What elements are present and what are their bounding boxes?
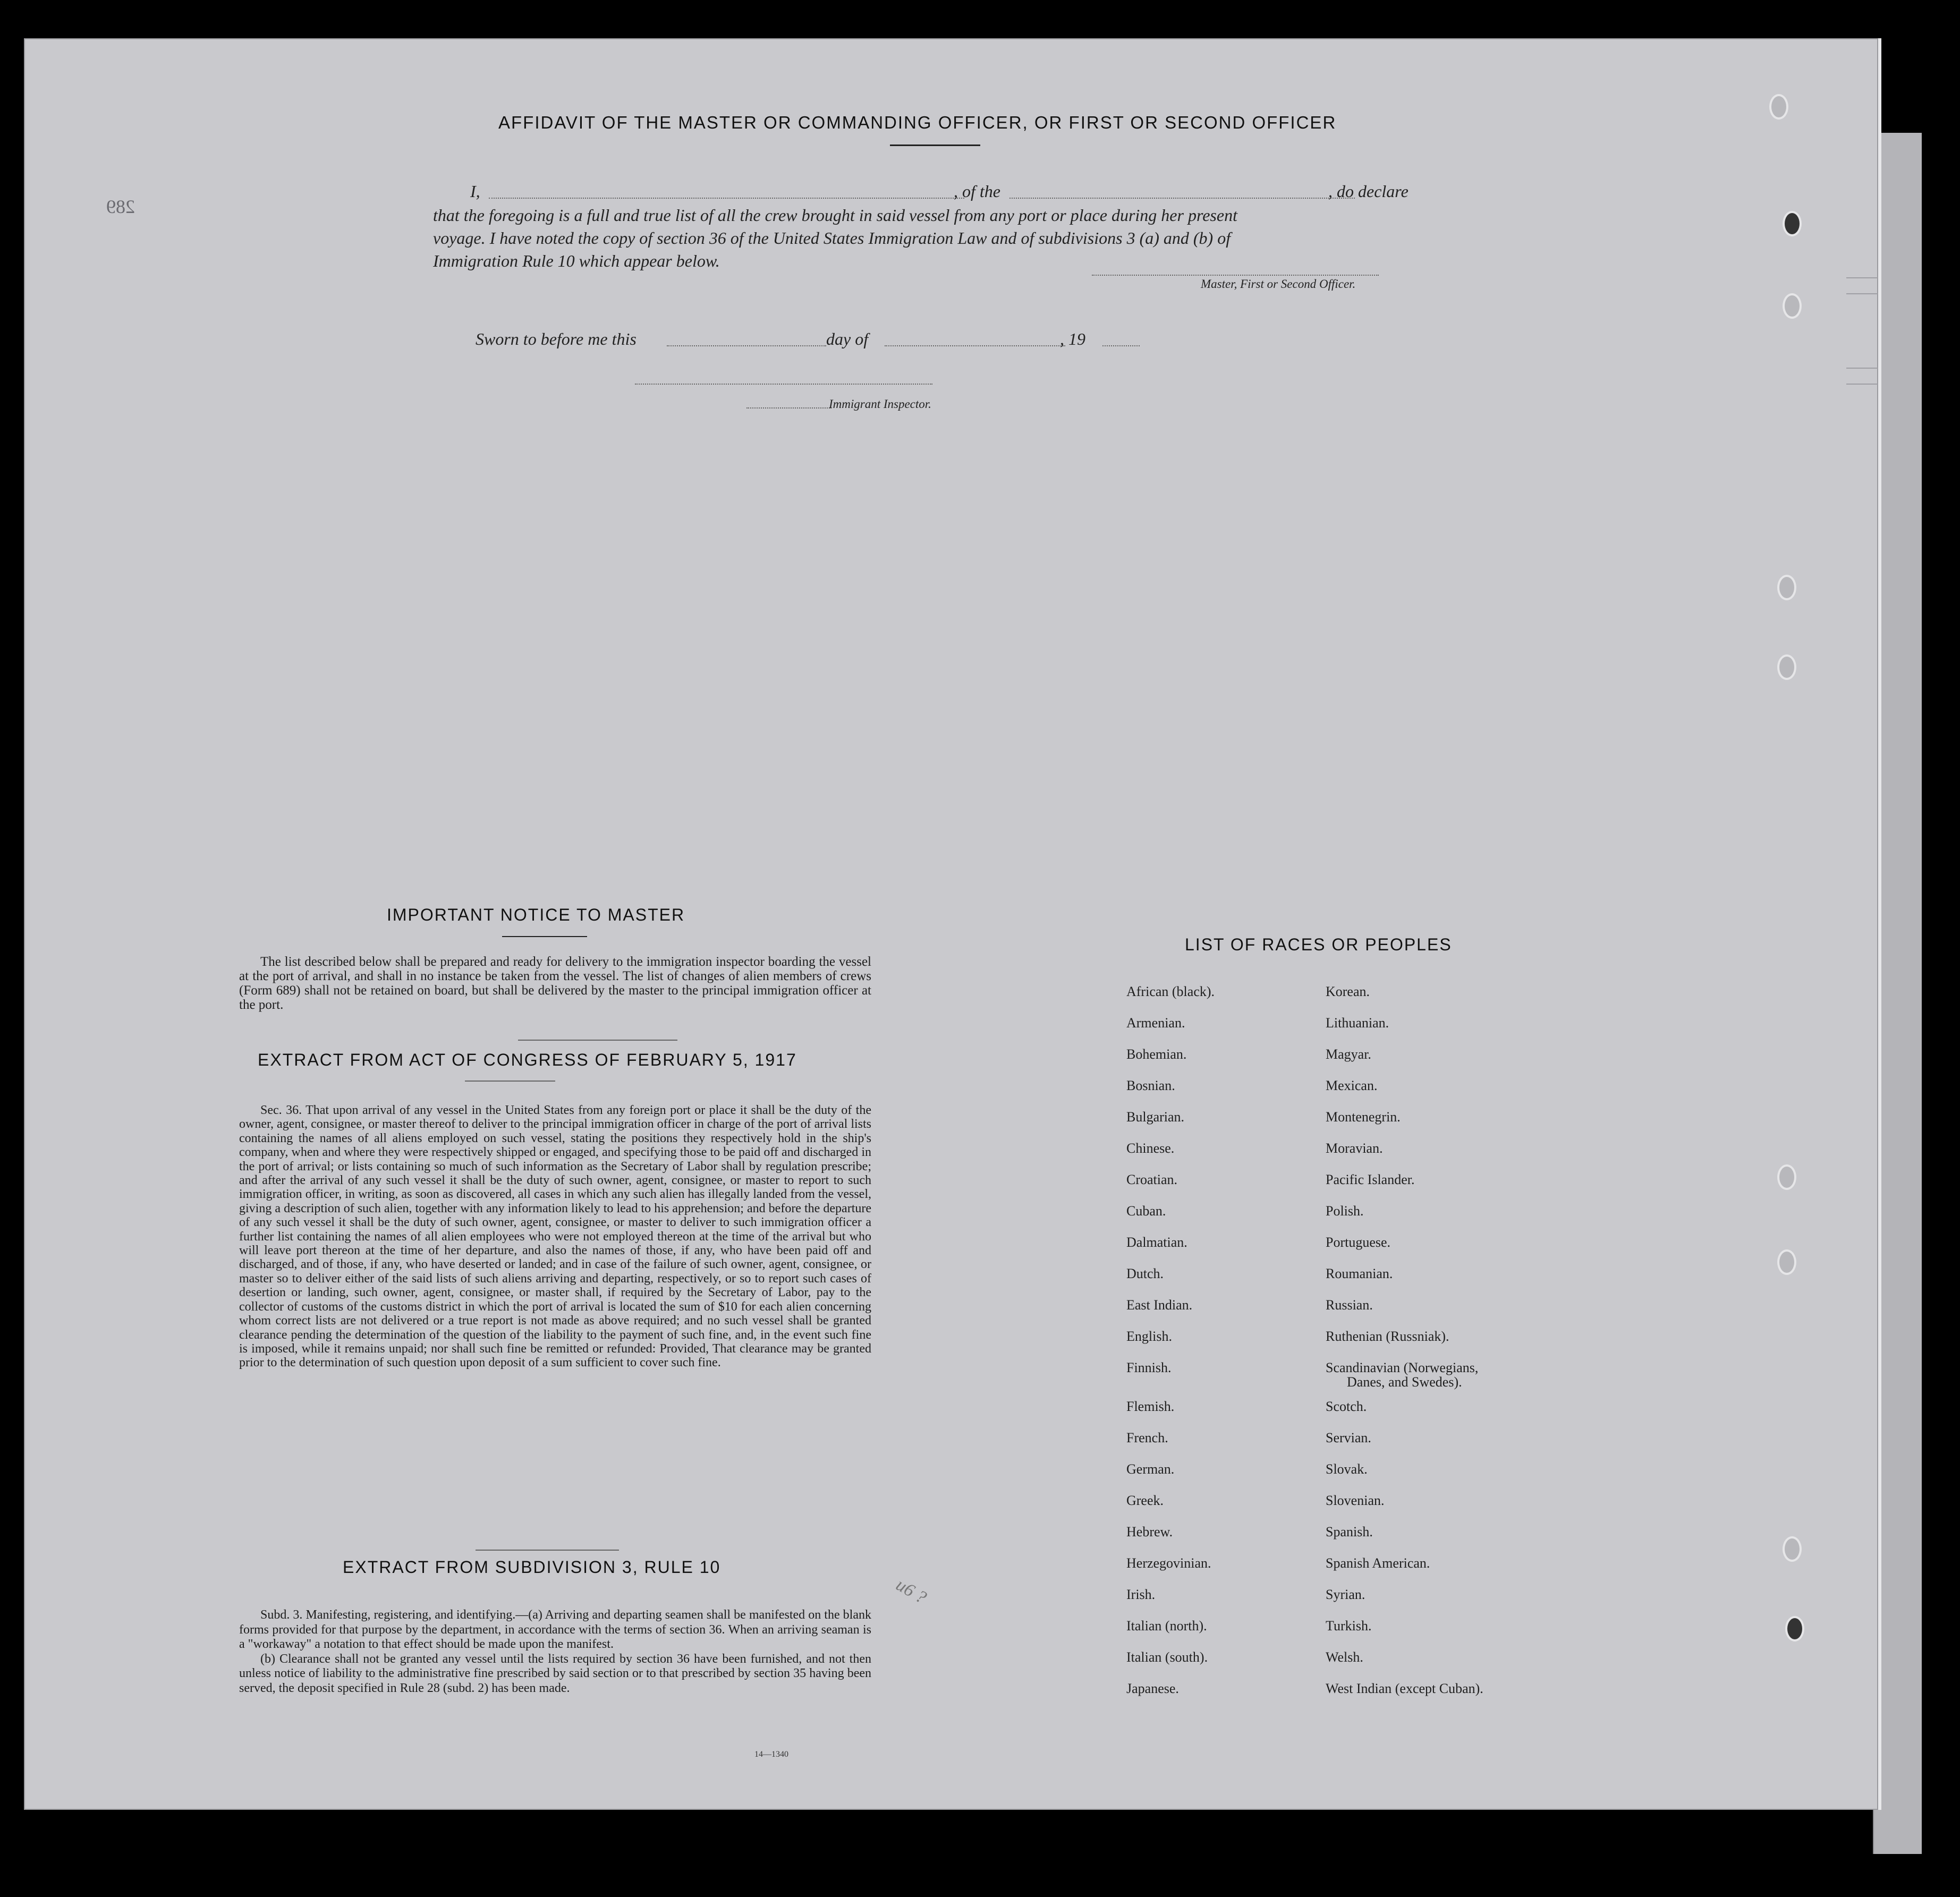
month-blank [885, 345, 1065, 346]
binder-hole [1769, 94, 1788, 120]
race-item: Croatian. [1126, 1172, 1178, 1187]
rule-para-a: Subd. 3. Manifesting, registering, and identifying.—(a) Arriving and departing seamen shall be manifested on the blank forms provided for that purpose by the department, in accordance with the terms of section 36. When an arriving seaman is a "workaway" a notation to that effect should be made upon the manifest. [239, 1608, 871, 1651]
binder-hole [1777, 654, 1796, 680]
race-item: Spanish American. [1326, 1555, 1430, 1571]
race-item: Korean. [1326, 984, 1370, 999]
rule-body [239, 1608, 871, 1696]
race-item: Bulgarian. [1126, 1109, 1185, 1125]
race-item: Magyar. [1326, 1047, 1371, 1062]
ruled-line [1846, 293, 1878, 294]
signature-label: Master, First or Second Officer. [1201, 277, 1356, 291]
race-item: Pacific Islander. [1326, 1172, 1415, 1187]
day-of-text: day of [826, 329, 869, 348]
notice-title: IMPORTANT NOTICE TO MASTER [387, 905, 685, 924]
notice-underline [502, 936, 587, 937]
binder-hole [1783, 293, 1802, 319]
year-blank [1102, 345, 1140, 346]
race-item: African (black). [1126, 984, 1215, 999]
affidavit-of-the: , of the [954, 182, 1000, 201]
title-underline [890, 144, 980, 146]
race-item: Italian (north). [1126, 1618, 1207, 1634]
race-item: English. [1126, 1329, 1172, 1344]
inspector-blank [635, 384, 932, 385]
notice-body [239, 955, 871, 1012]
ruled-line [1846, 368, 1878, 369]
race-item: Slovenian. [1326, 1493, 1385, 1508]
document-page [24, 38, 1881, 1810]
sworn-text: Sworn to before me this [476, 329, 637, 348]
affidavit-line4: Immigration Rule 10 which appear below. [433, 251, 720, 270]
race-item: Portuguese. [1326, 1235, 1391, 1250]
race-item: Russian. [1326, 1297, 1373, 1313]
race-item: Montenegrin. [1326, 1109, 1401, 1125]
inspector-dots [746, 407, 831, 409]
affidavit-line2: that the foregoing is a full and true list of all the crew brought in said vessel from any port or place during her present [433, 206, 1237, 225]
race-item: Hebrew. [1126, 1524, 1173, 1539]
act-separator [476, 1550, 619, 1551]
act-paragraph: Sec. 36. That upon arrival of any vessel in the United States from any foreign port or place it shall be the duty of the owner, agent, consignee, or master thereof to deliver to the principal immigration officer in charge of the port of arrival lists containing the names of all aliens employed on such vessel, stating the positions they respectively hold in the ship's company, when and where they were respectively shipped or engaged, and specifying those to be paid off and discharged in the port of arrival; or lists containing so much of such information as the Secretary of Labor shall by regulation prescribe; and after the arrival of any such vessel it shall be the duty of such owner, agent, consignee, or master to report to such immigration officer, in writing, as soon as discovered, all cases in which any such alien has illegally landed from the vessel, giving a description of such alien, together with any information likely to lead to his apprehension; and before the departure of any such vessel it shall be the duty of such owner, agent, consignee, or master to deliver to such immigration officer a further list containing the names of all alien employees who were not employed thereon at the time of the arrival but who will leave port thereon at the time of her departure, and also the names of those, if any, who have been paid off and discharged, and of those, if any, who have deserted or landed; and in case of the failure of such owner, agent, consignee, or master so to deliver either of the said lists of such aliens arriving and departing, respectively, or so to report such cases of desertion or landing, such owner, agent, consignee, or master shall, if required by the Secretary of Labor, pay to the collector of customs of the customs district in which the port of arrival is located the sum of $10 for each alien concerning whom correct lists are not delivered or a true report is not made as above required; and no such vessel shall be granted clearance pending the determination of the question of the liability to the payment of such fine, and, in the event such fine is imposed, while it remains unpaid; nor shall such fine be remitted or refunded: Provided, That clearance may be granted prior to the determination of such question upon deposit of a sum sufficient to cover such fine. [239, 1103, 871, 1370]
race-item: Turkish. [1326, 1618, 1372, 1634]
year-text: , 19 [1060, 329, 1085, 348]
race-item: Flemish. [1126, 1399, 1175, 1414]
race-item: Greek. [1126, 1493, 1164, 1508]
binder-hole [1777, 1164, 1796, 1190]
inspector-label: Immigrant Inspector. [829, 397, 931, 411]
race-item: Dutch. [1126, 1266, 1164, 1281]
affidavit-line3: voyage. I have noted the copy of section 36 of the United States Immigration Law and of subdivisions 3 (a) and (b) of [433, 228, 1231, 248]
affidavit-title: AFFIDAVIT OF THE MASTER OR COMMANDING OFFICER, OR FIRST OR SECOND OFFICER [498, 113, 1337, 132]
form-number: 14—1340 [754, 1750, 788, 1759]
races-title: LIST OF RACES OR PEOPLES [1185, 935, 1452, 954]
act-underline [465, 1081, 555, 1082]
race-item: Spanish. [1326, 1524, 1373, 1539]
race-item: Dalmatian. [1126, 1235, 1187, 1250]
notice-paragraph: The list described below shall be prepared and ready for delivery to the immigration inspector boarding the vessel at the port of arrival, and shall in no instance be taken from the vessel. The list of changes of alien members of crews (Form 689) shall not be retained on board, but shall be delivered by the master to the principal immigration officer at the port. [239, 955, 871, 1012]
act-body [239, 1103, 871, 1370]
race-item: East Indian. [1126, 1297, 1193, 1313]
race-item: Lithuanian. [1326, 1015, 1389, 1031]
race-item: Bohemian. [1126, 1047, 1187, 1062]
binder-hole [1783, 211, 1802, 236]
ruled-line [1846, 384, 1878, 385]
race-item: Syrian. [1326, 1587, 1365, 1602]
race-item: Herzegovinian. [1126, 1555, 1211, 1571]
signature-blank [1092, 275, 1379, 276]
binder-hole [1777, 1249, 1796, 1275]
race-item: Roumanian. [1326, 1266, 1393, 1281]
race-item: Armenian. [1126, 1015, 1185, 1031]
race-item: West Indian (except Cuban). [1326, 1681, 1483, 1696]
rule-para-b: (b) Clearance shall not be granted any vessel until the lists required by section 36 have been furnished, and not then unless notice of liability to the administrative fine prescribed by said section or to that prescribed by section 35 having been served, the deposit specified in Rule 28 (subd. 2) has been made. [239, 1652, 871, 1695]
binder-hole [1783, 1536, 1802, 1562]
notice-separator [518, 1040, 677, 1041]
race-item: Bosnian. [1126, 1078, 1175, 1093]
rule-title: EXTRACT FROM SUBDIVISION 3, RULE 10 [343, 1558, 721, 1577]
race-item: Chinese. [1126, 1141, 1175, 1156]
affidavit-i: I, [470, 182, 480, 201]
handwritten-mark: u6 ? [892, 1575, 930, 1608]
race-item: Polish. [1326, 1203, 1364, 1219]
race-item: Irish. [1126, 1587, 1156, 1602]
binder-hole [1785, 1616, 1804, 1641]
race-item: Japanese. [1126, 1681, 1179, 1696]
race-item: Scotch. [1326, 1399, 1367, 1414]
binder-hole [1777, 575, 1796, 600]
race-item: Slovak. [1326, 1461, 1368, 1477]
race-item: Ruthenian (Russniak). [1326, 1329, 1449, 1344]
race-item: Finnish. [1126, 1360, 1172, 1375]
ruled-line [1846, 277, 1878, 278]
race-item: German. [1126, 1461, 1175, 1477]
race-item: Servian. [1326, 1430, 1371, 1445]
name-blank [489, 198, 964, 199]
day-blank [667, 345, 826, 346]
race-item: Danes, and Swedes). [1347, 1374, 1462, 1390]
stamp-number: 289 [106, 196, 135, 217]
race-item: Moravian. [1326, 1141, 1383, 1156]
race-item: Italian (south). [1126, 1649, 1208, 1665]
vessel-blank [1009, 198, 1355, 199]
race-item: Welsh. [1326, 1649, 1363, 1665]
race-item: French. [1126, 1430, 1168, 1445]
race-item: Scandinavian (Norwegians, [1326, 1360, 1479, 1375]
act-title: EXTRACT FROM ACT OF CONGRESS OF FEBRUARY 5, 1917 [258, 1050, 797, 1069]
race-item: Cuban. [1126, 1203, 1166, 1219]
race-item: Mexican. [1326, 1078, 1378, 1093]
affidavit-declare: , do declare [1328, 182, 1409, 201]
